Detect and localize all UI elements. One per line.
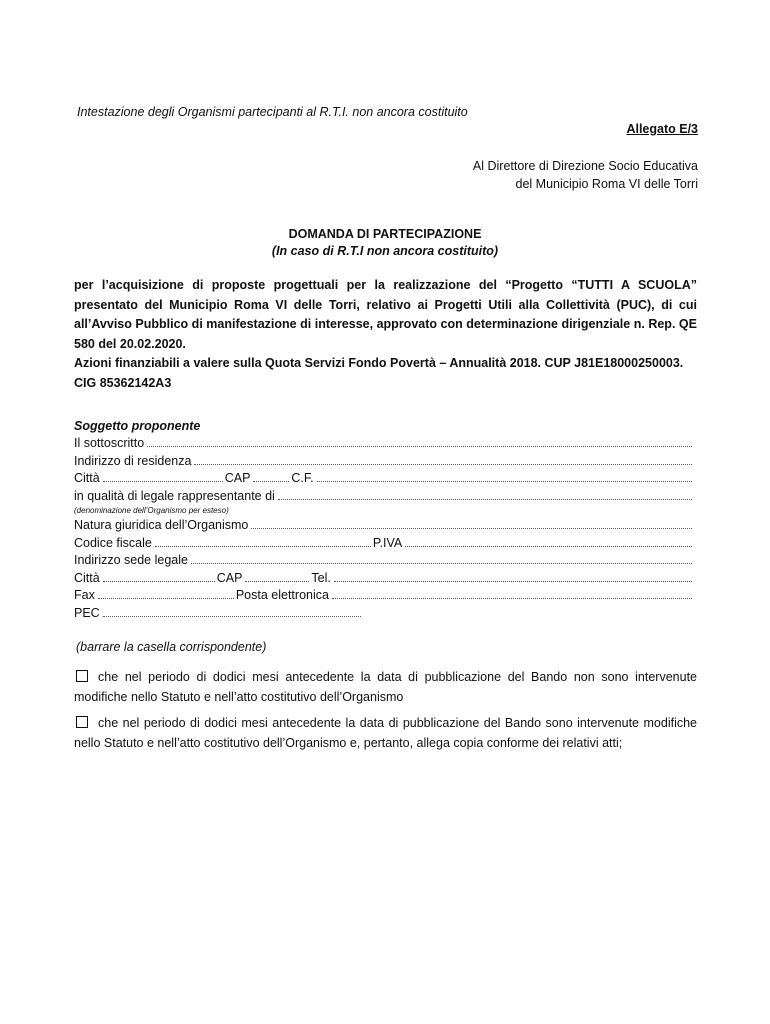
document-subtitle: (In caso di R.T.I non ancora costituito) — [271, 244, 499, 258]
fax-label: Fax — [74, 588, 95, 602]
cap-label: CAP — [224, 471, 251, 485]
form-row-sottoscritto — [74, 435, 694, 453]
recipient-line-1: Al Direttore di Direzione Socio Educativa — [472, 159, 698, 173]
denominazione-note: (denominazione dell’Organismo per esteso) — [74, 506, 229, 515]
form-row-codice-fiscale — [74, 535, 694, 553]
tel-field[interactable] — [334, 581, 692, 582]
citta-field[interactable] — [103, 481, 223, 482]
sede-label: Indirizzo sede legale — [74, 553, 188, 567]
qualita-label: in qualità di legale rappresentante di — [74, 488, 275, 503]
natura-label: Natura giuridica dell’Organismo — [74, 518, 249, 532]
title-block — [0, 226, 770, 260]
form-row-fax — [74, 587, 694, 605]
sottoscritto-label: Il sottoscritto — [74, 436, 145, 450]
checkbox-no-changes[interactable] — [76, 670, 88, 682]
posta-field[interactable] — [332, 598, 692, 599]
intro-paragraph-1: per l’acquisizione di proposte progettuali per la realizzazione del “Progetto “TUTTI A SCUOLA” presentato del Municipio Roma VI delle Torri, relativo ai Progetti Utili alla Collettività (PUC), di cui all’Avviso Pubblico di manifestazione di interesse, approvato con determinazione dirigenziale n. Rep. QE 580 del 20.02.2020. — [74, 278, 697, 351]
option-no-changes-text: che nel periodo di dodici mesi antecedente la data di pubblicazione del Bando non sono intervenute modifiche nello Statuto e nell’atto costitutivo dell’Organismo — [74, 670, 697, 704]
piva-field[interactable] — [405, 546, 692, 547]
form-row-citta-2 — [74, 570, 694, 588]
cap2-field[interactable] — [245, 581, 309, 582]
cap-field[interactable] — [253, 481, 289, 482]
form-row-qualita — [74, 488, 694, 506]
form-row-pec — [74, 605, 694, 623]
header-note: Intestazione degli Organismi partecipanti al R.T.I. non ancora costituito — [77, 105, 468, 119]
section-title: Soggetto proponente — [74, 419, 201, 433]
option-no-changes — [74, 667, 697, 707]
residenza-label: Indirizzo di residenza — [74, 453, 192, 468]
codice-fiscale-field[interactable] — [155, 546, 371, 547]
tel-label: Tel. — [311, 570, 331, 585]
cap2-label: CAP — [216, 570, 243, 585]
recipient-line-2: del Municipio Roma VI delle Torri — [515, 177, 698, 191]
pec-field[interactable] — [103, 616, 361, 617]
fax-field[interactable] — [98, 598, 234, 599]
intro-paragraph-2: Azioni finanziabili a valere sulla Quota Servizi Fondo Povertà – Annualità 2018. CUP J81E18000250003. — [74, 356, 684, 370]
option-changes-text: che nel periodo di dodici mesi antecedente la data di pubblicazione del Bando sono intervenute modifiche nello Statuto e nell’atto costitutivo dell’Organismo e, pertanto, allega copia conforme dei relativi atti; — [74, 716, 697, 750]
cf-field[interactable] — [317, 481, 692, 482]
pec-label: PEC — [74, 605, 100, 620]
recipient-block — [473, 157, 698, 193]
instruction-text: (barrare la casella corrispondente) — [76, 640, 267, 654]
option-changes — [74, 713, 697, 753]
form-row-residenza — [74, 453, 694, 471]
form-row-denominazione-note — [74, 505, 694, 517]
posta-label: Posta elettronica — [235, 588, 329, 602]
qualita-field[interactable] — [278, 499, 692, 500]
citta2-field[interactable] — [103, 581, 215, 582]
intro-paragraph-3: CIG 85362142A3 — [74, 375, 172, 390]
residenza-field[interactable] — [194, 464, 692, 465]
allegato-label: Allegato E/3 — [626, 122, 698, 136]
intro-text — [74, 276, 697, 393]
form-row-natura — [74, 517, 694, 535]
cf-label: C.F. — [291, 471, 314, 485]
citta-label: Città — [74, 471, 100, 485]
natura-field[interactable] — [251, 528, 692, 529]
sede-field[interactable] — [191, 563, 692, 564]
applicant-form — [74, 435, 694, 622]
checkbox-changes[interactable] — [76, 716, 88, 728]
citta2-label: Città — [74, 570, 100, 585]
sottoscritto-field[interactable] — [147, 446, 692, 447]
codice-fiscale-label: Codice fiscale — [74, 535, 152, 550]
document-title: DOMANDA DI PARTECIPAZIONE — [288, 227, 482, 241]
form-row-sede — [74, 552, 694, 570]
piva-label: P.IVA — [372, 535, 403, 550]
form-row-citta — [74, 470, 694, 488]
